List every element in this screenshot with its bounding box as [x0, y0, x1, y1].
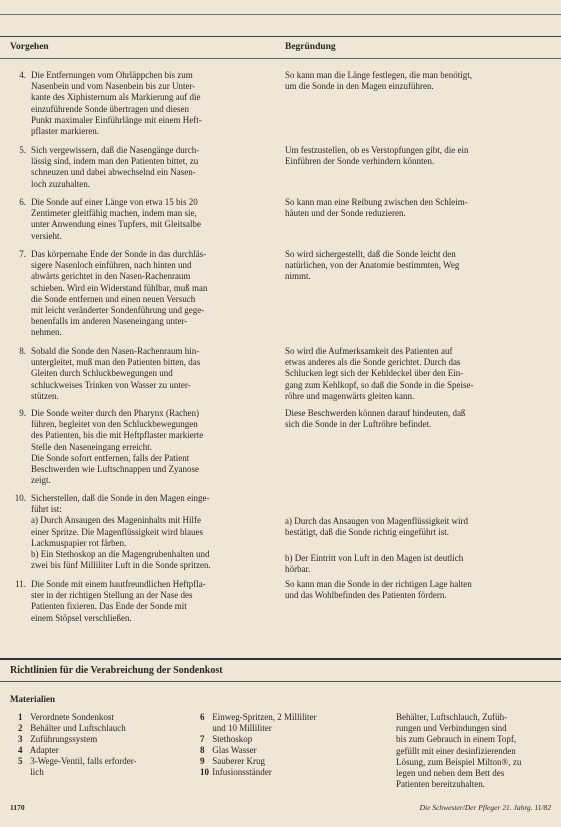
- material-label: Zuführungssystem: [30, 734, 98, 744]
- material-item: [18, 756, 137, 767]
- step-text: Die Sonde weiter durch den Pharynx (Rachen) führen, begleitet von den Schluckbewegungen des Patienten, bis die mit Heftpflaster markierte Stelle den Naseneingang erreicht. Die Sonde sofort entfernen, falls der Patient Beschwerden wie Luftschnappen und Zyanose zeigt.: [31, 408, 204, 486]
- material-item: [18, 723, 126, 734]
- step-number: 8.: [19, 346, 26, 356]
- header-rule: [0, 36, 561, 37]
- step-4: [8, 70, 276, 137]
- material-label: und 10 Milliliter: [212, 723, 272, 733]
- material-number: 2: [18, 723, 23, 733]
- step-text: Sicherstellen, daß die Sonde in den Magen einge- führt ist: a) Durch Ansaugen des Mageninhalts mit Hilfe einer Spritze. Die Magenflüssigkeit wird blaues Lackmuspapier rot färben. b) Ein Stethoskop an die Magengrubenhalten und zwei bis fünf Milliliter Luft in die Sonde spritzen.: [31, 493, 211, 571]
- step-7: [8, 249, 276, 339]
- section-top-rule: [0, 658, 561, 660]
- material-item: [200, 723, 272, 734]
- material-label: Infusionsständer: [212, 767, 272, 777]
- material-number: 9: [200, 756, 205, 766]
- material-label: Sauberer Krug: [212, 756, 265, 766]
- top-rule: [0, 14, 561, 15]
- step-number: 5.: [19, 145, 26, 155]
- step-number: 9.: [19, 408, 26, 418]
- material-item: [200, 745, 257, 756]
- material-item: [200, 756, 265, 767]
- material-label: Stethoskop: [212, 734, 253, 744]
- material-label: Einweg-Spritzen, 2 Milliliter: [212, 712, 317, 722]
- step-8: [8, 346, 276, 402]
- reason-5: Um festzustellen, ob es Verstopfungen gibt, die ein Einführen der Sonde verhindern könnten.: [285, 145, 469, 167]
- reason-11: So kann man die Sonde in der richtigen Lage halten und das Wohlbefinden des Patienten fördern.: [285, 579, 472, 601]
- material-label: 3-Wege-Ventil, falls erforder-: [30, 756, 137, 766]
- material-number: 7: [200, 734, 205, 744]
- material-item: [18, 734, 97, 745]
- material-number: 10: [200, 767, 209, 777]
- material-number: 1: [18, 712, 23, 722]
- step-6: [8, 197, 276, 242]
- header-begruendung: Begründung: [285, 42, 336, 52]
- step-number: 7.: [19, 249, 26, 259]
- material-label: lich: [30, 767, 44, 777]
- material-number: 8: [200, 745, 205, 755]
- section-title: Richtlinien für die Verabreichung der Sondenkost: [10, 665, 223, 676]
- materials-title: Materialien: [10, 694, 55, 704]
- material-item: [18, 767, 44, 778]
- reason-8: So wird die Aufmerksamkeit des Patienten auf etwas anderes als die Sonde gerichtet. Durch das Schlucken legt sich der Kehldeckel über den Ein- gang zum Kehlkopf, so daß die Sonde in die Speise- röhre und magenwärts gleiten kann.: [285, 346, 474, 401]
- step-11: [8, 579, 276, 624]
- step-text: Die Entfernungen vom Ohrläppchen bis zum Nasenbein und vom Nasenbein bis zur Unter- kante des Xiphisternum als Markierung auf die einzuführende Sonde übertragen und diesen Punkt maximaler Einführlänge mit einem Heft- pflaster markieren.: [31, 70, 202, 137]
- page-number: 1170: [10, 803, 25, 812]
- reason-7: So wird sichergestellt, daß die Sonde leicht den natürlichen, von der Anatomie bestimmten, Weg nimmt.: [285, 249, 460, 282]
- materials-note: Behälter, Luftschlauch, Zufüh- rungen und Verbindungen sind bis zum Gebrauch in einem Topf, gefüllt mit einer desinfizierenden Lösung, zum Beispiel Milton®, zu legen und neben dem Bett des Patienten bereitzuhalten.: [396, 712, 522, 790]
- material-number: 3: [18, 734, 23, 744]
- material-number: 6: [200, 712, 205, 722]
- reason-9: Diese Beschwerden können darauf hindeuten, daß sich die Sonde in der Luftröhre befindet.: [285, 408, 466, 430]
- step-9: [8, 408, 276, 486]
- reason-10b: b) Der Eintritt von Luft in den Magen ist deutlich hörbar.: [285, 553, 464, 575]
- reason-6: So kann man eine Reibung zwischen den Schleim- häuten und der Sonde reduzieren.: [285, 197, 468, 219]
- step-number: 11.: [15, 579, 26, 589]
- header-underline: [0, 58, 561, 59]
- step-text: Die Sonde mit einem hautfreundlichen Heftpfla- ster in der richtigen Stellung an der Nase des Patienten fixieren. Das Ende der Sonde mit einem Stöpsel verschließen.: [31, 579, 206, 623]
- footer-source: Die Schwester/Der Pfleger 21. Jahrg. 11/82: [419, 803, 551, 812]
- material-item: [200, 712, 316, 723]
- header-vorgehen: Vorgehen: [10, 42, 49, 52]
- step-10: [8, 493, 276, 571]
- material-number: 4: [18, 745, 23, 755]
- step-text: Die Sonde auf einer Länge von etwa 15 bis 20 Zentimeter gleitfähig machen, indem man sie, unter Anwendung eines Tupfers, mit Gleitsalbe versieht.: [31, 197, 201, 241]
- reason-4: So kann man die Länge festlegen, die man benötigt, um die Sonde in den Magen einzuführen.: [285, 70, 472, 92]
- reason-10a: a) Durch das Ansaugen von Magenflüssigkeit wird bestätigt, daß die Sonde richtig eingeführt ist.: [285, 516, 468, 538]
- step-5: [8, 145, 276, 190]
- step-number: 4.: [19, 70, 26, 80]
- material-item: [200, 734, 252, 745]
- material-label: Glas Wasser: [212, 745, 257, 755]
- step-text: Sobald die Sonde den Nasen-Rachenraum hin- untergleitet, muß man den Patienten bitten, das Gleiten durch Schluckbewegungen und schluckweises Trinken von Wasser zu unter- stützen.: [31, 346, 201, 401]
- material-item: [200, 767, 272, 778]
- step-text: Sich vergewissern, daß die Nasengänge durch- lässig sind, indem man den Patienten bittet, zu schneuzen und dabei abwechselnd ein Nasen- loch zuzuhalten.: [31, 145, 200, 189]
- material-item: [18, 745, 59, 756]
- material-label: Verordnete Sondenkost: [30, 712, 114, 722]
- material-label: Behälter und Luftschlauch: [30, 723, 126, 733]
- section-title-rule: [0, 681, 561, 682]
- step-text: Das körpernahe Ende der Sonde in das durchläs- sigere Nasenloch einführen, nach hinten und abwärts gerichtet in den Nasen-Rachenraum schieben. Wird ein Widerstand fühlbar, muß man die Sonde entfernen und einen neuen Versuch mit leicht veränderter Sondenführung und gege- benenfalls im anderen Naseneingang unter- nehmen.: [31, 249, 208, 338]
- material-label: Adapter: [29, 745, 59, 755]
- material-item: [18, 712, 114, 723]
- material-number: 5: [18, 756, 23, 766]
- step-number: 6.: [19, 197, 26, 207]
- step-number: 10.: [14, 493, 26, 503]
